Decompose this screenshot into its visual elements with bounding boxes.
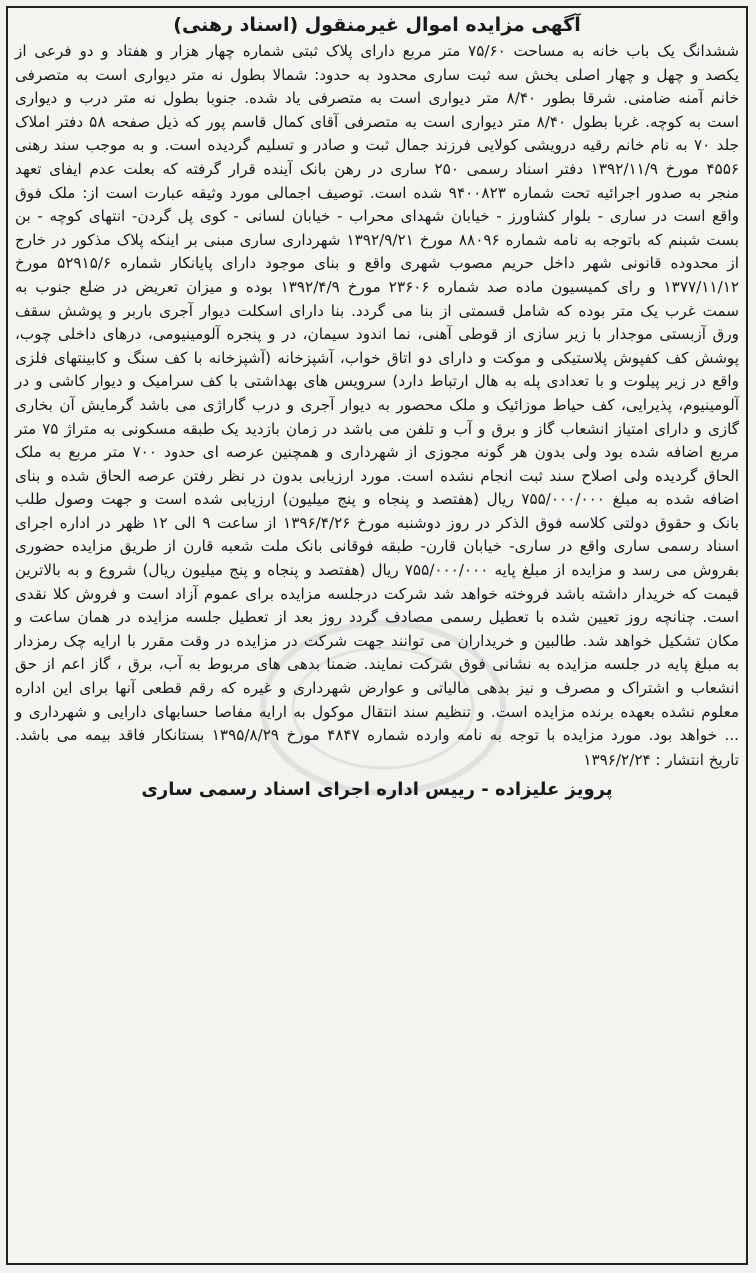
- ad-title: آگهی مزایده اموال غیرمنقول (اسناد رهنی): [173, 14, 581, 36]
- ad-body-text: ششدانگ یک باب خانه به مساحت ۷۵/۶۰ متر مربع دارای پلاک ثبتی شماره چهار هزار و هفتاد و دو فرعی از یکصد و چهل و چهار اصلی بخش سه ثبت ساری محدود به حدود: شمالا بطول نه متر دیواری است به متصرفی خانم آمنه ضامنی. شرقا بطور ۸/۴۰ متر دیواری است به متصرفی یاد شده. جنوبا بطول نه متر درب و دیواری است به کوچه. غربا بطول ۸/۴۰ متر دیواری است به متصرفی آقای کمال قاسم پور که ذیل صفحه ۵۸ دفتر املاک جلد ۷۰ به نام خانم رقیه درویشی کولایی فرزند جمال ثبت و صادر و تسلیم گردیده است. و به موجب سند رهنی ۴۵۵۶ مورخ ۱۳۹۲/۱۱/۹ دفتر اسناد رسمی ۲۵۰ ساری در رهن بانک آینده قرار گرفته که بعلت عدم ایفای تعهد منجر به صدور اجرائیه تحت شماره ۹۴۰۰۸۲۳ شده است. توصیف اجمالی مورد وثیقه عبارت است از: ملک فوق واقع است در ساری - بلوار کشاورز - خیابان شهدای محراب - خیابان لسانی - کوی پل گردن- انتهای کوچه - بن بست شبنم که باتوجه به نامه شماره ۸۸۰۹۶ مورخ ۱۳۹۲/۹/۲۱ شهرداری ساری مبنی بر اینکه پلاک مذکور در خارج از محدوده قانونی شهر داخل حریم مصوب شهری واقع و بنای موجود دارای پایانکار شماره ۵۲۹۱۵/۶ مورخ ۱۳۷۷/۱۱/۱۲ و رای کمیسیون ماده صد شماره ۲۳۶۰۶ مورخ ۱۳۹۲/۴/۹ بوده و میزان تعریض در ضلع جنوب به سمت غرب یک متر بوده که شامل قسمتی از بنا می گردد. بنا دارای اسکلت دیوار آجری باربر و پوشش سقف ورق آزبستی موجدار با زیر سازی از قوطی آهنی، نما اندود سیمان، در و پنجره آلومینیومی، درهای داخلی چوب، پوشش کف کفپوش پلاستیکی و موکت و دارای دو اتاق خواب، آشپزخانه (آشپزخانه با کف سنگ و کابینتهای فلزی واقع در زیر پیلوت و با تعدادی پله به هال ارتباط دارد) سرویس های بهداشتی با کف سرامیک و دیوار کاشی و در آلومینیوم، پذیرایی، کف حیاط موزائیک و ملک محصور به دیوار آجری و درب گاراژی می باشد گرمایش آن بخاری گازی و دارای امتیاز انشعاب گاز و برق و آب و تلفن می باشد در زمان بازدید یک طبقه مسکونی به متراژ ۷۵ متر مربع اضافه شده بود ولی بدون هر گونه مجوزی از شهرداری و همچنین عرصه ای حدود ۷۰۰ متر مربع به ملک الحاق گردیده ولی اصلاح سند ثبت انجام نشده است. مورد ارزیابی بدون در نظر رفتن عرصه الحاق شده و بنای اضافه شده به مبلغ ۷۵۵/۰۰۰/۰۰۰ ریال (هفتصد و پنجاه و پنج میلیون) ارزیابی شده است و جهت وصول طلب بانک و حقوق دولتی کلاسه فوق الذکر در روز دوشنبه مورخ ۱۳۹۶/۴/۲۶ از ساعت ۹ الی ۱۲ ظهر در اداره اجرای اسناد رسمی ساری واقع در ساری- خیابان قارن- طبقه فوقانی بانک ملت شعبه قارن از طریق مزایده حضوری بفروش می رسد و مزایده از مبلغ پایه ۷۵۵/۰۰۰/۰۰۰ ریال (هفتصد و پنجاه و پنج میلیون ریال) شروع و به بالاترین قیمت که خریدار داشته باشد فروخته خواهد شد شرکت درجلسه مزایده برای عموم آزاد است و فروش کلا نقدی است. چنانچه روز تعیین شده با تعطیل رسمی مصادف گردد روز بعد از تعطیل جلسه مزایده در همان ساعت و مکان تشکیل خواهد شد. طالبین و خریداران می توانند جهت شرکت در مزایده در وقت مقرر با ارایه چک رمزدار به مبلغ پایه در جلسه مزایده به نشانی فوق شرکت نمایند. ضمنا بدهی های مربوط به آب، برق ، گاز اعم از حق انشعاب و اشتراک و مصرف و نیز بدهی مالیاتی و عوارض شهرداری و غیره که رقم قطعی آنها برای این اداره معلوم نشده بعهده برنده مزایده است. و تنظیم سند انتقال موکول به ارایه مفاصا حسابهای دارایی و شهرداری و ... خواهد بود. مورد مزایده با توجه به نامه وارده شماره ۴۸۴۷ مورخ ۱۳۹۵/۸/۲۹ بستانکار فاقد بیمه می باشد.: [15, 42, 740, 745]
- ad-signature: پرویز علیزاده - رییس اداره اجرای اسناد رسمی ساری: [141, 778, 613, 800]
- newspaper-ad-frame: [6, 6, 748, 1265]
- publish-date: تاریخ انتشار : ۱۳۹۶/۲/۲۴: [583, 750, 739, 769]
